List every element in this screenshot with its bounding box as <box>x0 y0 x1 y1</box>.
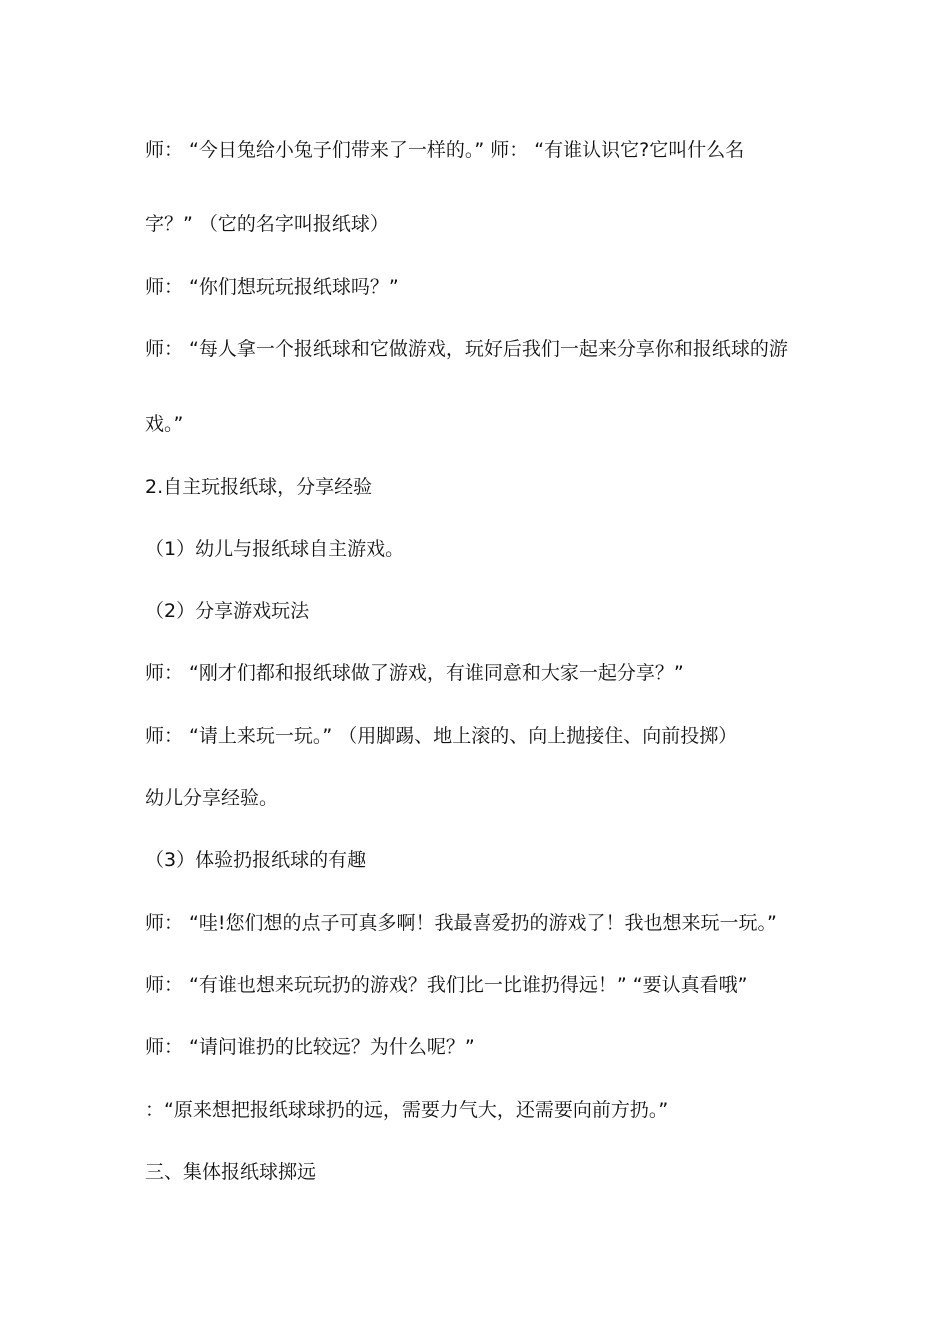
text-line: 师： “有谁也想来玩玩扔的游戏？我们比一比谁扔得远！” “要认真看哦” <box>145 974 748 996</box>
text-line: 幼儿分享经验。 <box>145 787 279 809</box>
text-line: ：“原来想把报纸球球扔的远，需要力气大，还需要向前方扔。” <box>145 1099 669 1121</box>
section-heading: 2.自主玩报纸球，分享经验 <box>145 476 373 498</box>
section-heading: 三、集体报纸球掷远 <box>145 1161 317 1183</box>
text-line: 师： “刚才们都和报纸球做了游戏，有谁同意和大家一起分享？” <box>145 662 684 684</box>
subsection-heading: （1）幼儿与报纸球自主游戏。 <box>145 538 405 560</box>
text-line: 师： “请上来玩一玩。” （用脚踢、地上滚的、向上抛接住、向前投掷） <box>145 725 738 747</box>
text-line: 师： “你们想玩玩报纸球吗？” <box>145 276 399 298</box>
text-line: 字？” （它的名字叫报纸球） <box>145 213 389 235</box>
subsection-heading: （2）分享游戏玩法 <box>145 600 310 622</box>
text-line: 师： “每人拿一个报纸球和它做游戏，玩好后我们一起来分享你和报纸球的游 <box>145 338 788 360</box>
text-line: 师： “哇!您们想的点子可真多啊！我最喜爱扔的游戏了！我也想来玩一玩。” <box>145 912 777 934</box>
text-line: 戏。” <box>145 413 184 435</box>
text-line: 师： “今日兔给小兔子们带来了一样的。” 师： “有谁认识它?它叫什么名 <box>145 139 745 161</box>
text-line: 师： “请问谁扔的比较远？为什么呢？” <box>145 1036 475 1058</box>
subsection-heading: （3）体验扔报纸球的有趣 <box>145 849 367 871</box>
